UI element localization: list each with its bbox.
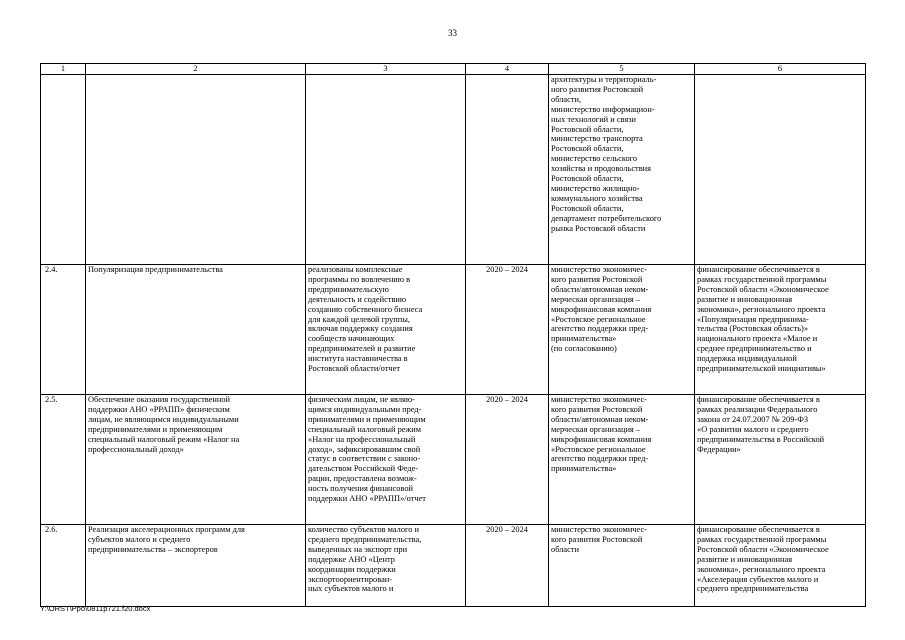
column-number-1: 1 [41, 64, 86, 75]
executor-cell: архитектуры и территориаль- ного развития Ростовской области, министерство информацион- ных технологий и связи Ростовской области, министерство транспорта Ростовской области, министерство сельского хозяйства и продовольствия Ростовской области, министерство жилищно- коммунального хозяйства Ростовской области, департамент потребительского рынка Ростовской области [549, 75, 695, 265]
period-cell: 2020 – 2024 [466, 525, 549, 607]
executor-cell: министерство экономичес- кого развития Ростовской области [549, 525, 695, 607]
table-row [41, 395, 866, 525]
period-cell: 2020 – 2024 [466, 395, 549, 525]
result-cell: количество субъектов малого и среднего предпринимательства, выведенных на экспорт при поддержке АНО «Центр координации поддержки экспортоориентирован- ных субъектов малого и [306, 525, 466, 607]
funding-cell: финансирование обеспечивается в рамках государственной программы Ростовской области «Экономическое развитие и инновационная экономика», регионального проекта «Популяризация предпринима- тельства (Ростовская область)» национального проекта «Малое и среднее предпринимательство и поддержка индивидуальной предпринимательской инициативы» [695, 265, 866, 395]
funding-cell: финансирование обеспечивается в рамках государственной программы Ростовской области «Экономическое развитие и инновационная экономика», регионального проекта «Акселерация субъектов малого и среднего предпринимательства [695, 525, 866, 607]
table-row [41, 75, 866, 265]
document-table [40, 63, 866, 607]
period-cell: 2020 – 2024 [466, 265, 549, 395]
column-number-3: 3 [306, 64, 466, 75]
item-number-cell: 2.4. [41, 265, 86, 395]
result-cell [306, 75, 466, 265]
item-number-cell [41, 75, 86, 265]
event-name-cell: Реализация акселерационных программ для субъектов малого и среднего предпринимательства – экспортеров [86, 525, 306, 607]
period-cell [466, 75, 549, 265]
column-number-6: 6 [695, 64, 866, 75]
executor-cell: министерство экономичес- кого развития Ростовской области/автономная неком- мерческая организация – микрофинансовая компания «Ростовское региональное агентство поддержки пред- принимательства» (по согласованию) [549, 265, 695, 395]
page-number: 33 [448, 28, 457, 38]
column-number-2: 2 [86, 64, 306, 75]
file-path-footer: Y:\ORST\Ppo\0811p721.f20.docx [40, 604, 151, 613]
event-name-cell: Популяризация предпринимательства [86, 265, 306, 395]
column-number-4: 4 [466, 64, 549, 75]
table-row [41, 265, 866, 395]
column-number-row [41, 64, 866, 75]
event-name-cell [86, 75, 306, 265]
table-row [41, 525, 866, 607]
result-cell: реализованы комплексные программы по вовлечению в предпринимательскую деятельность и содействию созданию собственного бизнеса для каждой целевой группы, включая поддержку создания сообществ начинающих предпринимателей и развитие института наставничества в Ростовской области/отчет [306, 265, 466, 395]
column-number-5: 5 [549, 64, 695, 75]
funding-cell [695, 75, 866, 265]
result-cell: физическим лицам, не являю- щимся индивидуальными пред- принимателями и применяющим специальный налоговый режим «Налог на профессиональный доход», зафиксировавшим свой статус в соответствии с законо- дательством Российской Феде- рации, предоставлена возмож- ность получения финансовой поддержки АНО «РРАПП»/отчет [306, 395, 466, 525]
item-number-cell: 2.5. [41, 395, 86, 525]
funding-cell: финансирование обеспечивается в рамках реализации Федерального закона от 24.07.2007 № 209-ФЗ «О развитии малого и среднего предпринимательства в Российской Федерации» [695, 395, 866, 525]
item-number-cell: 2.6. [41, 525, 86, 607]
event-name-cell: Обеспечение оказания государственной поддержки АНО «РРАПП» физическим лицам, не являющимся индивидуальными предпринимателями и применяющим специальный налоговый режим «Налог на профессиональный доход» [86, 395, 306, 525]
executor-cell: министерство экономичес- кого развития Ростовской области/автономная неком- мерческая организация – микрофинансовая компания «Ростовское региональное агентство поддержки пред- принимательства» [549, 395, 695, 525]
